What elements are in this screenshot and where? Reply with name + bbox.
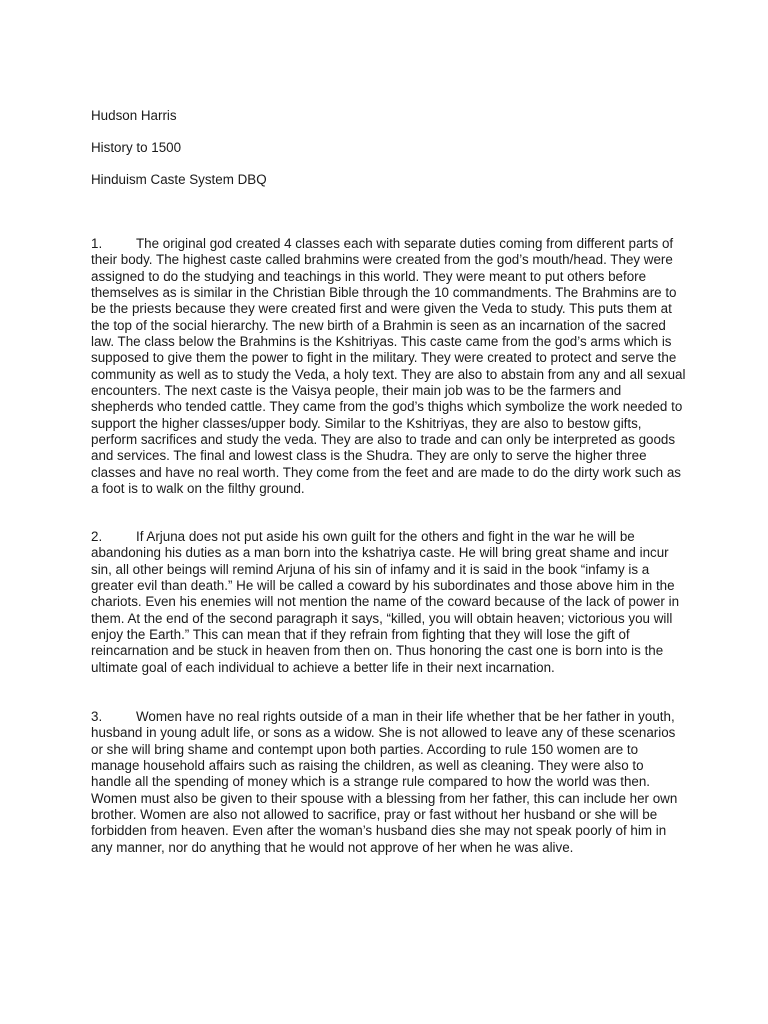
answer-number-2: 2. [91, 529, 103, 544]
answer-number-3: 3. [91, 709, 103, 724]
document-title: Hinduism Caste System DBQ [91, 172, 267, 187]
course-name: History to 1500 [91, 140, 182, 155]
answer-text-3: Women have no real rights outside of a man in their life whether that be her father in youth, husband in young adult life, or sons as a widow. She is not allowed to leave any of these scenarios or she will bring shame and contempt upon both parties. According to rule 150 women are to manage household affairs such as raising the children, as well as cleaning. They were also to handle all the spending of money which is a strange rule compared to how the world was then. Women must also be given to their spouse with a blessing from her father, this can include her own brother. Women are also not allowed to sacrifice, pray or fast without her husband or she will be forbidden from heaven. Even after the woman’s husband dies she may not speak poorly of him in any manner, nor do anything that he would not approve of her when he was alive. [91, 709, 678, 855]
answer-paragraph-2 [91, 529, 687, 676]
answer-paragraph-1 [91, 236, 687, 498]
answer-text-1: The original god created 4 classes each with separate duties coming from different parts of their body. The highest caste called brahmins were created from the god’s mouth/head. They were assigned to do the studying and teachings in this world. They were meant to put others before themselves as is similar in the Christian Bible through the 10 commandments. The Brahmins are to be the priests because they were created first and were given the Veda to study. This puts them at the top of the social hierarchy. The new birth of a Brahmin is seen as an incarnation of the sacred law. The class below the Brahmins is the Kshitriyas. This caste came from the god’s arms which is supposed to give them the power to fight in the military. They were created to protect and serve the community as well as to study the Veda, a holy text. They are also to abstain from any and all sexual encounters. The next caste is the Vaisya people, their main job was to be the farmers and shepherds who tended cattle. They came from the god’s thighs which symbolize the work needed to support the higher classes/upper body. Similar to the Kshitriyas, they are also to bestow gifts, perform sacrifices and study the veda. They are also to trade and can only be interpreted as goods and services. The final and lowest class is the Shudra. They are only to serve the higher three classes and have no real worth. They come from the feet and are made to do the dirty work such as a foot is to walk on the filthy ground. [91, 236, 686, 497]
author-name: Hudson Harris [91, 108, 177, 123]
answer-number-1: 1. [91, 236, 103, 251]
answer-paragraph-3 [91, 709, 687, 856]
answer-text-2: If Arjuna does not put aside his own guilt for the others and fight in the war he will be abandoning his duties as a man born into the kshatriya caste. He will bring great shame and incur sin, all other beings will remind Arjuna of his sin of infamy and it is said in the book “infamy is a greater evil than death.” He will be called a coward by his subordinates and those above him in the chariots. Even his enemies will not mention the name of the coward because of the lack of power in them. At the end of the second paragraph it says, “killed, you will obtain heaven; victorious you will enjoy the Earth.” This can mean that if they refrain from fighting that they will lose the gift of reincarnation and be stuck in heaven from then on. Thus honoring the cast one is born into is the ultimate goal of each individual to achieve a better life in their next incarnation. [91, 529, 680, 675]
